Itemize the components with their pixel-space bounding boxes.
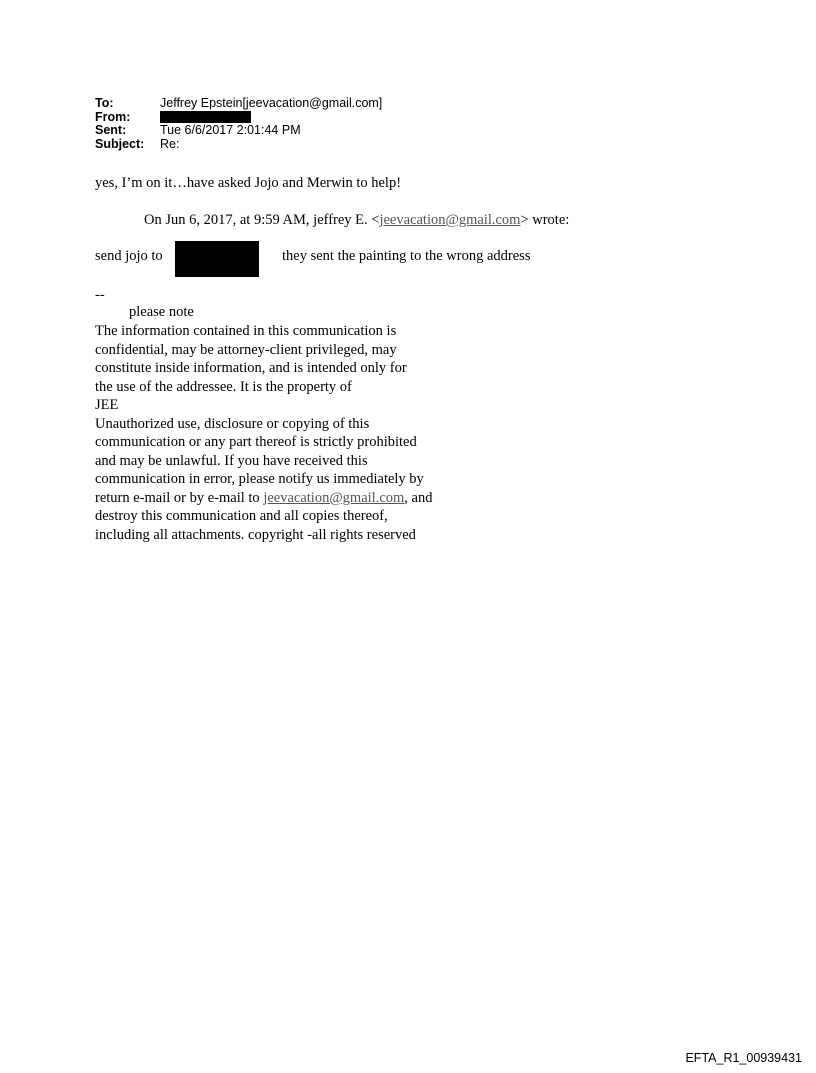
disclaimer-line: including all attachments. copyright -all rights reserved [95, 526, 416, 543]
please-note: please note [129, 304, 194, 320]
sent-label: Sent: [95, 123, 127, 137]
disclaimer-email-link[interactable]: jeevacation@gmail.com [263, 489, 405, 506]
sent-value: Tue 6/6/2017 2:01:44 PM [160, 123, 301, 137]
disclaimer-line: the use of the addressee. It is the property of [95, 378, 352, 395]
disclaimer [95, 322, 515, 544]
signature-separator: -- [95, 287, 105, 303]
send-rest: they sent the painting to the wrong address [282, 248, 531, 264]
from-row [95, 111, 382, 125]
reply-text: yes, I’m on it…have asked Jojo and Merwin to help! [95, 175, 402, 191]
to-value: Jeffrey Epstein[jeevacation@gmail.com] [160, 96, 383, 110]
subject-row [95, 138, 382, 152]
send-prefix: send jojo to [95, 248, 163, 264]
disclaimer-return-line [95, 489, 515, 508]
disclaimer-line: constitute inside information, and is intended only for [95, 360, 407, 376]
disclaimer-line: The information contained in this communication is [95, 323, 397, 339]
bates-number: EFTA_R1_00939431 [685, 1051, 802, 1065]
disclaimer-line: communication in error, please notify us immediately by [95, 471, 424, 487]
email-header [95, 97, 382, 151]
disclaimer-return-suffix: , and [404, 489, 433, 506]
disclaimer-line: JEE [95, 397, 119, 413]
from-redaction [160, 111, 251, 123]
address-redaction [175, 241, 259, 277]
disclaimer-return-prefix: return e-mail or by e-mail to [95, 489, 264, 506]
quote-email-link[interactable]: jeevacation@gmail.com [379, 212, 521, 228]
subject-label: Subject: [95, 136, 145, 151]
sent-row [95, 124, 382, 138]
to-row [95, 97, 382, 111]
quote-attribution [144, 212, 569, 229]
quote-suffix: > wrote: [520, 212, 570, 228]
disclaimer-line: destroy this communication and all copies thereof, [95, 508, 388, 524]
disclaimer-line: communication or any part thereof is strictly prohibited [95, 434, 417, 450]
to-label: To: [95, 96, 114, 110]
from-label: From: [95, 109, 131, 124]
disclaimer-line: and may be unlawful. If you have received this [95, 452, 368, 469]
quote-prefix: On Jun 6, 2017, at 9:59 AM, jeffrey E. < [144, 212, 380, 228]
disclaimer-line: Unauthorized use, disclosure or copying of this [95, 415, 370, 432]
subject-value: Re: [160, 136, 180, 151]
disclaimer-line: confidential, may be attorney-client privileged, may [95, 341, 397, 358]
